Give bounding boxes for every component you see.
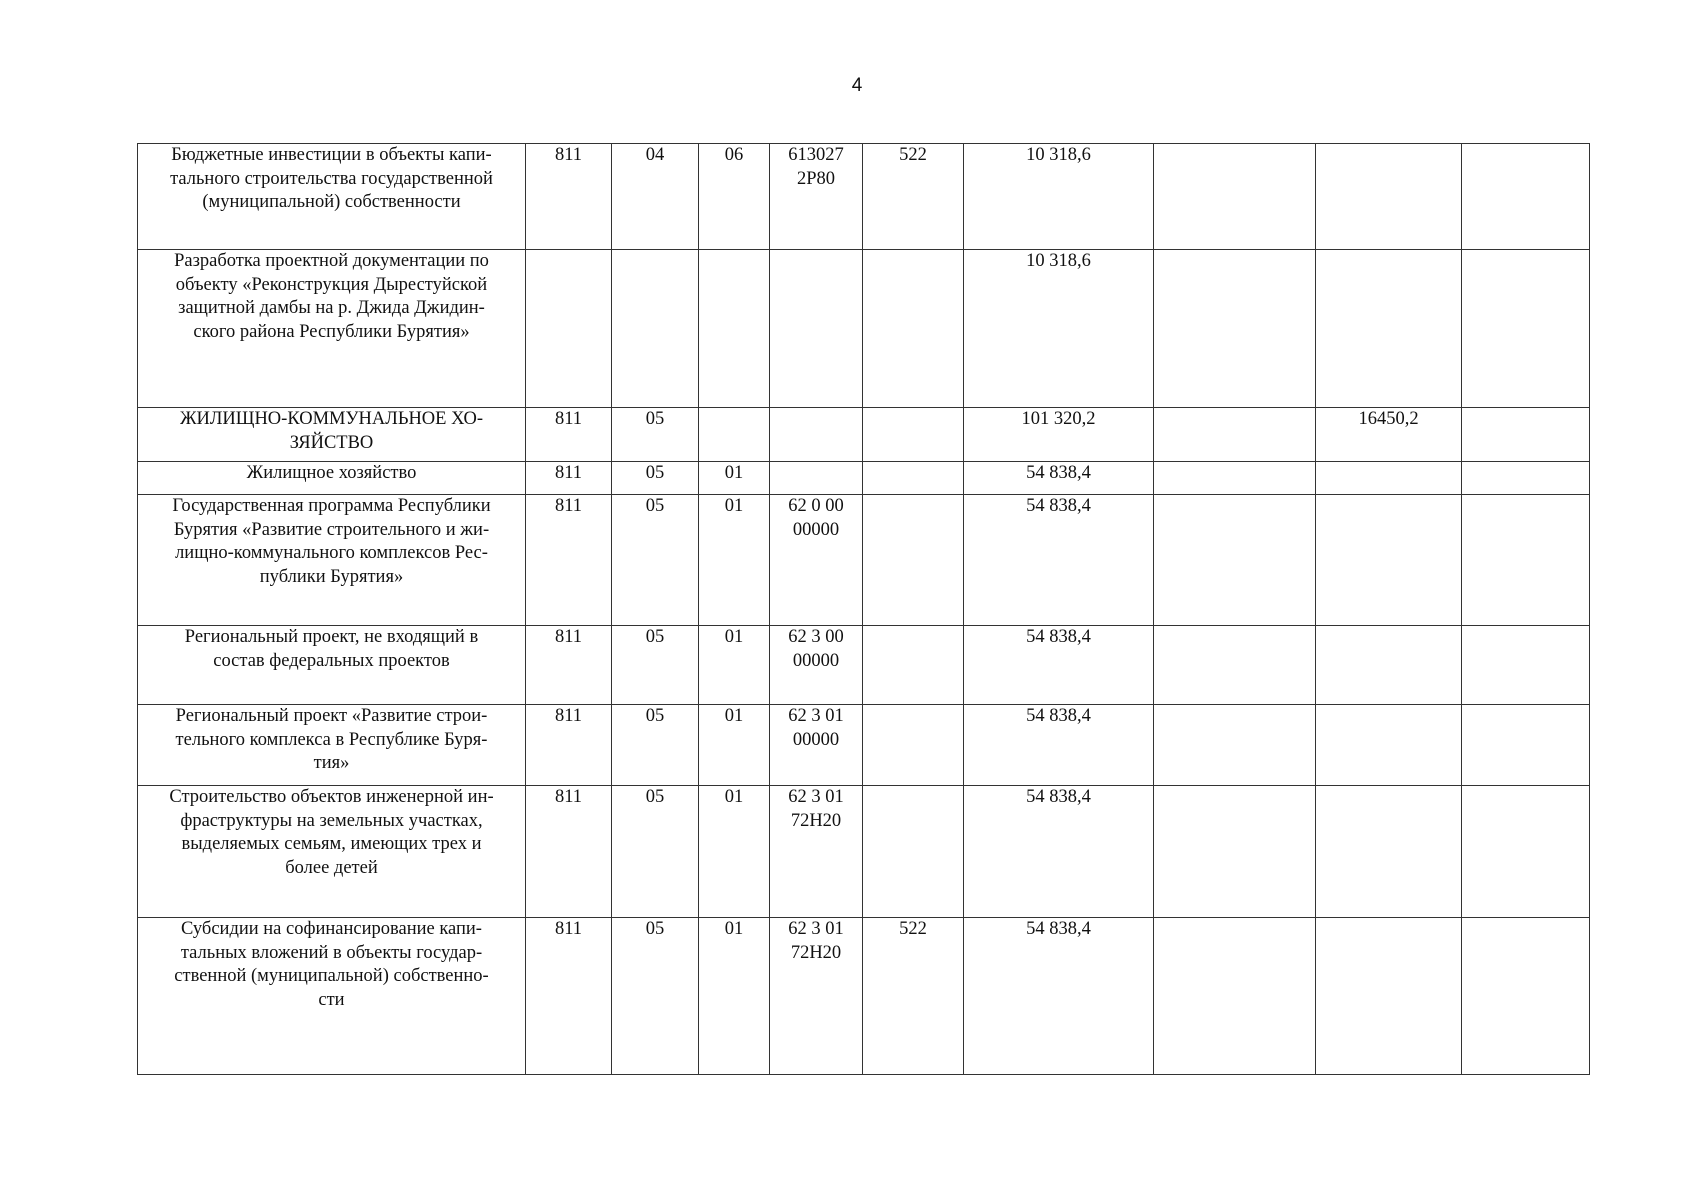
subsection-code-cell: 01 (699, 495, 770, 626)
section-code-cell: 05 (612, 495, 699, 626)
section-code-cell: 05 (612, 626, 699, 705)
table-row (138, 408, 1590, 462)
ministry-code-cell: 811 (526, 705, 612, 786)
subsection-code-cell: 01 (699, 462, 770, 495)
column-9-cell (1462, 408, 1590, 462)
column-7-cell (1154, 495, 1316, 626)
target-article-cell (770, 462, 863, 495)
column-8-cell (1316, 918, 1462, 1075)
expense-type-cell: 522 (863, 144, 964, 250)
section-code-cell: 05 (612, 462, 699, 495)
table-row (138, 626, 1590, 705)
column-7-cell (1154, 144, 1316, 250)
column-9-cell (1462, 918, 1590, 1075)
table-row (138, 705, 1590, 786)
amount-cell: 54 838,4 (964, 918, 1154, 1075)
amount-cell: 54 838,4 (964, 786, 1154, 918)
column-8-cell (1316, 626, 1462, 705)
expense-type-cell (863, 250, 964, 408)
row-name-cell: ЖИЛИЩНО-КОММУНАЛЬНОЕ ХО- ЗЯЙСТВО (138, 408, 526, 462)
ministry-code-cell (526, 250, 612, 408)
column-8-cell (1316, 250, 1462, 408)
expense-type-cell (863, 408, 964, 462)
column-7-cell (1154, 462, 1316, 495)
expense-type-cell (863, 705, 964, 786)
amount-cell: 10 318,6 (964, 250, 1154, 408)
table-row (138, 786, 1590, 918)
column-8-cell (1316, 495, 1462, 626)
column-7-cell (1154, 250, 1316, 408)
column-7-cell (1154, 786, 1316, 918)
ministry-code-cell: 811 (526, 786, 612, 918)
expense-type-cell (863, 626, 964, 705)
row-name-cell: Разработка проектной документации по объекту «Реконструкция Дырестуйской защитной дамбы на р. Джида Джидин- ского района Республики Бурятия» (138, 250, 526, 408)
column-7-cell (1154, 408, 1316, 462)
expense-type-cell: 522 (863, 918, 964, 1075)
column-9-cell (1462, 626, 1590, 705)
target-article-cell: 62 3 01 72Н20 (770, 786, 863, 918)
table-row (138, 462, 1590, 495)
section-code-cell (612, 250, 699, 408)
row-name-cell: Строительство объектов инженерной ин- фраструктуры на земельных участках, выделяемых семьям, имеющих трех и более детей (138, 786, 526, 918)
ministry-code-cell: 811 (526, 626, 612, 705)
expense-type-cell (863, 495, 964, 626)
subsection-code-cell: 01 (699, 705, 770, 786)
budget-table (137, 143, 1590, 1075)
target-article-cell: 62 3 01 72Н20 (770, 918, 863, 1075)
expense-type-cell (863, 462, 964, 495)
page-number: 4 (851, 75, 863, 96)
subsection-code-cell: 01 (699, 786, 770, 918)
column-9-cell (1462, 786, 1590, 918)
row-name-cell: Бюджетные инвестиции в объекты капи- тального строительства государственной (муниципальной) собственности (138, 144, 526, 250)
subsection-code-cell: 01 (699, 918, 770, 1075)
column-7-cell (1154, 626, 1316, 705)
subsection-code-cell: 01 (699, 626, 770, 705)
row-name-cell: Региональный проект «Развитие строи- тельного комплекса в Республике Буря- тия» (138, 705, 526, 786)
column-7-cell (1154, 705, 1316, 786)
row-name-cell: Государственная программа Республики Бурятия «Развитие строительного и жи- лищно-коммунального комплексов Рес- публики Бурятия» (138, 495, 526, 626)
column-7-cell (1154, 918, 1316, 1075)
target-article-cell (770, 250, 863, 408)
section-code-cell: 05 (612, 705, 699, 786)
row-name-cell: Субсидии на софинансирование капи- тальных вложений в объекты государ- ственной (муниципальной) собственно- сти (138, 918, 526, 1075)
table-row (138, 250, 1590, 408)
column-9-cell (1462, 495, 1590, 626)
section-code-cell: 04 (612, 144, 699, 250)
subsection-code-cell: 06 (699, 144, 770, 250)
column-9-cell (1462, 144, 1590, 250)
ministry-code-cell: 811 (526, 144, 612, 250)
expense-type-cell (863, 786, 964, 918)
column-9-cell (1462, 250, 1590, 408)
column-8-cell (1316, 705, 1462, 786)
section-code-cell: 05 (612, 408, 699, 462)
column-8-cell (1316, 144, 1462, 250)
column-8-cell: 16450,2 (1316, 408, 1462, 462)
section-code-cell: 05 (612, 918, 699, 1075)
amount-cell: 101 320,2 (964, 408, 1154, 462)
ministry-code-cell: 811 (526, 495, 612, 626)
ministry-code-cell: 811 (526, 918, 612, 1075)
amount-cell: 54 838,4 (964, 462, 1154, 495)
table-row (138, 495, 1590, 626)
column-9-cell (1462, 462, 1590, 495)
amount-cell: 54 838,4 (964, 495, 1154, 626)
target-article-cell: 62 3 01 00000 (770, 705, 863, 786)
target-article-cell: 62 3 00 00000 (770, 626, 863, 705)
column-8-cell (1316, 462, 1462, 495)
row-name-cell: Региональный проект, не входящий в состав федеральных проектов (138, 626, 526, 705)
target-article-cell (770, 408, 863, 462)
subsection-code-cell (699, 250, 770, 408)
column-9-cell (1462, 705, 1590, 786)
subsection-code-cell (699, 408, 770, 462)
table-row (138, 144, 1590, 250)
amount-cell: 10 318,6 (964, 144, 1154, 250)
table-row (138, 918, 1590, 1075)
column-8-cell (1316, 786, 1462, 918)
ministry-code-cell: 811 (526, 462, 612, 495)
target-article-cell: 613027 2Р80 (770, 144, 863, 250)
amount-cell: 54 838,4 (964, 705, 1154, 786)
section-code-cell: 05 (612, 786, 699, 918)
ministry-code-cell: 811 (526, 408, 612, 462)
amount-cell: 54 838,4 (964, 626, 1154, 705)
row-name-cell: Жилищное хозяйство (138, 462, 526, 495)
target-article-cell: 62 0 00 00000 (770, 495, 863, 626)
